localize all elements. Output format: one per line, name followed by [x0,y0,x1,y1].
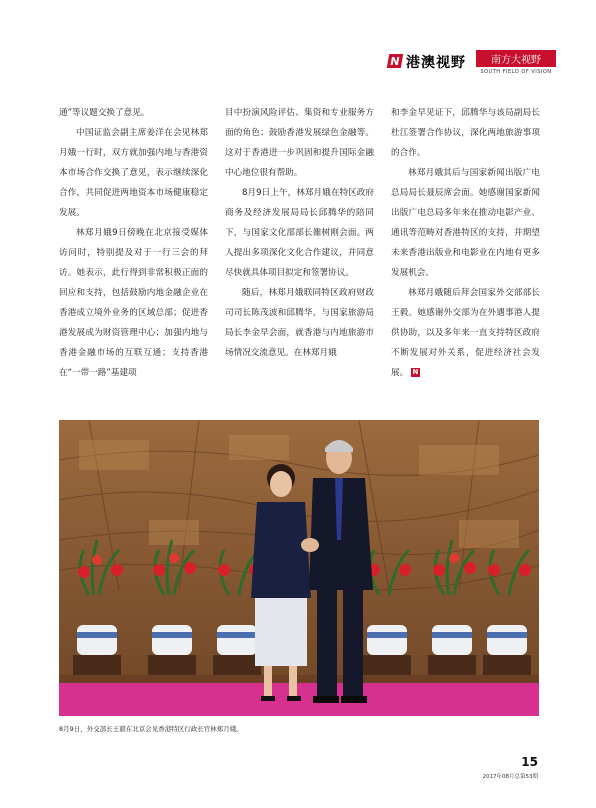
paragraph: 林郑月娥其后与国家新闻出版广电总局局长聂辰席会面。她感谢国家新闻出版广电总局多年来在推动电影产业、通讯等范畴对香港特区的支持，并期望未来香港出版业和电影业在内地有更多发展机会。 [391,168,540,278]
brand-block [476,50,556,75]
photo-caption: 8月9日，外交部长王毅在北京会见香港特区行政长官林郑月娥。 [59,725,243,733]
page-number: 15 [521,755,538,769]
paragraph: 中国证监会副主席姜洋在会见林郑月娥一行时，双方就加强内地与香港资本市场合作交换了意见，表示继续深化合作，共同促进两地资本市场健康稳定发展。 [59,128,208,218]
page-header [388,50,556,76]
handshake [301,538,319,552]
text-column-3 [391,103,540,383]
paragraph-text: 林郑月娥随后拜会国家外交部部长王毅。她感谢外交部为在外遇事港人提供协助，以及多年来一直支持特区政府不断发展对外关系，促进经济社会发展。 [391,288,540,378]
paragraph: 和李金早见证下，邱腾华与该局副局长杜江签署合作协议，深化两地旅游事项的合作。 [391,108,540,158]
issue-label: 2017年08月总第53期 [482,774,538,780]
end-mark-icon: N [412,368,419,376]
paragraph: 8月9日上午，林郑月娥在特区政府商务及经济发展局局长邱腾华的陪同下，与国家文化部部长雒树刚会面。两人提出多项深化文化合作建议，并同意尽快就具体项目拟定和签署协议。 [225,188,374,278]
photo-illustration [59,420,539,716]
paragraph: 随后，林郑月娥联同特区政府财政司司长陈茂波和邱腾华，与国家旅游局局长李金早会面，就香港与内地旅游市场情况交流意见。在林郑月娥 [225,288,374,358]
paragraph: 目中扮演风险评估、集资和专业服务方面的角色；鼓励香港发展绿色金融等。这对于香港进一步巩固和提升国际金融中心地位很有帮助。 [225,108,374,178]
section-title: 港澳视野 [406,55,466,71]
news-photo [59,420,539,716]
paragraph: 通”等议题交换了意见。 [59,108,150,118]
paragraph [391,283,540,383]
magazine-logo-icon: N [387,54,403,68]
paragraph: 林郑月娥9日傍晚在北京接受媒体访问时，特别提及对于一行三会的拜访。她表示，此行得到非常积极正面的回应和支持，包括鼓励内地金融企业在香港成立境外业务的区域总部；促进香港发展成为财资管理中心；加强内地与香港金融市场的互联互通；支持香港在“一带一路”基建项 [59,228,208,378]
brand-en: SOUTH FIELD OF VISION [480,69,552,75]
brand-cn: 南方大视野 [476,50,556,67]
text-column-1 [59,103,208,383]
text-column-2 [225,103,374,363]
